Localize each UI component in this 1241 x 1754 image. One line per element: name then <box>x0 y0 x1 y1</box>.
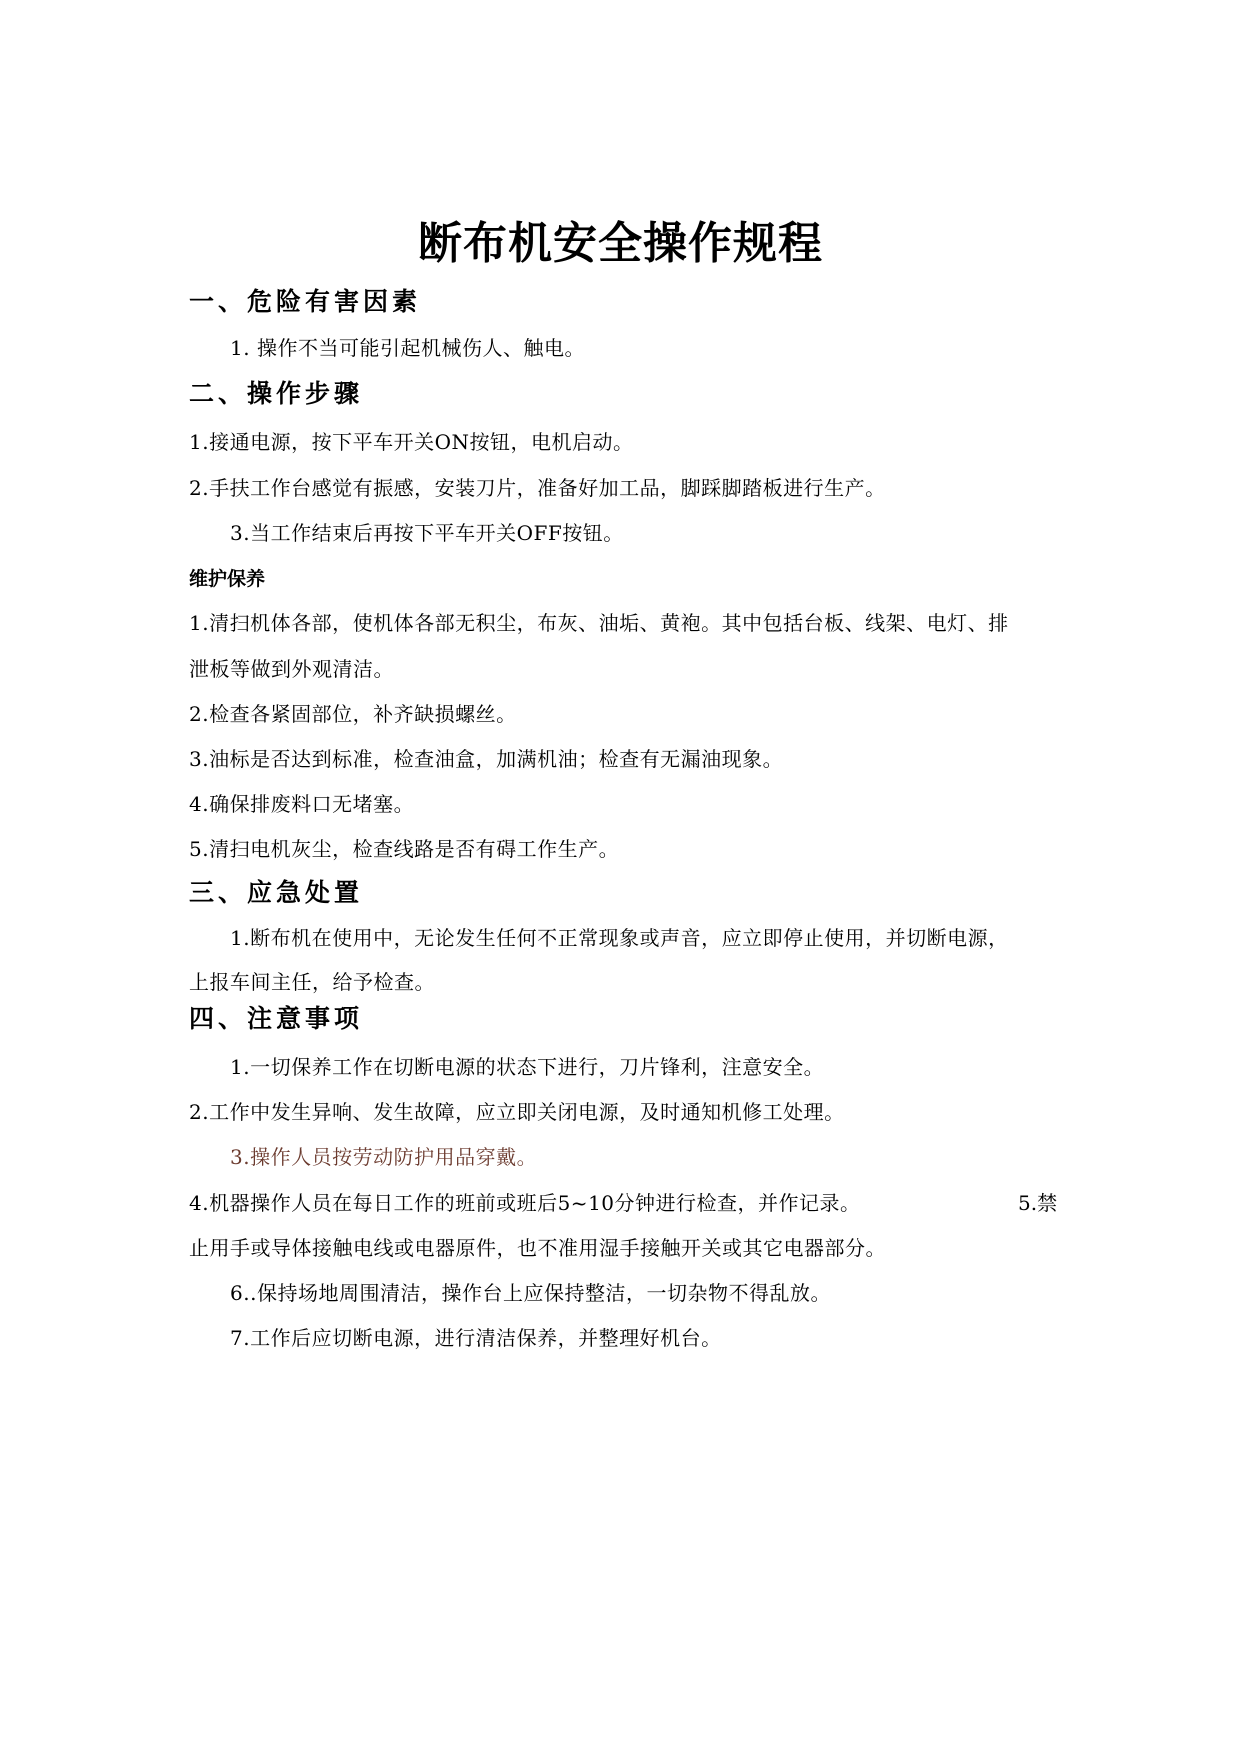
maintenance-item-5: 5.清扫电机灰尘，检查线路是否有碍工作生产。 <box>189 837 620 861</box>
section-heading-steps: 二、操作步骤 <box>189 379 364 408</box>
section-heading-notes: 四、注意事项 <box>189 1004 364 1033</box>
maintenance-item-1-line-1: 1.清扫机体各部，使机体各部无积尘，布灰、油垢、黄袍。其中包括台板、线架、电灯、排 <box>189 611 1009 635</box>
hazards-item-1: 1. 操作不当可能引起机械伤人、触电。 <box>230 336 585 360</box>
steps-item-1: 1.接通电源，按下平车开关ON按钮，电机启动。 <box>189 430 634 454</box>
steps-item-2: 2.手扶工作台感觉有振感，安装刀片，准备好加工品，脚踩脚踏板进行生产。 <box>189 476 886 500</box>
emergency-item-1-line-1: 1.断布机在使用中，无论发生任何不正常现象或声音，应立即停止使用，并切断电源， <box>230 926 1009 950</box>
section-heading-emergency: 三、应急处置 <box>189 878 364 907</box>
notes-item-2: 2.工作中发生异响、发生故障，应立即关闭电源，及时通知机修工处理。 <box>189 1100 845 1124</box>
notes-item-6: 6..保持场地周围清洁，操作台上应保持整洁，一切杂物不得乱放。 <box>230 1281 831 1305</box>
notes-item-4: 4.机器操作人员在每日工作的班前或班后5~10分钟进行检查，并作记录。 <box>189 1191 861 1215</box>
section-heading-maintenance: 维护保养 <box>189 568 266 590</box>
section-heading-hazards: 一、危险有害因素 <box>189 287 422 316</box>
notes-item-3: 3.操作人员按劳动防护用品穿戴。 <box>230 1145 538 1169</box>
emergency-item-1-line-2: 上报车间主任，给予检查。 <box>189 970 435 994</box>
maintenance-item-2: 2.检查各紧固部位，补齐缺损螺丝。 <box>189 702 517 726</box>
notes-item-5-start: 5.禁 <box>1018 1191 1058 1215</box>
notes-item-7: 7.工作后应切断电源，进行清洁保养，并整理好机台。 <box>230 1326 722 1350</box>
steps-item-3: 3.当工作结束后再按下平车开关OFF按钮。 <box>230 521 624 545</box>
notes-item-1: 1.一切保养工作在切断电源的状态下进行，刀片锋利，注意安全。 <box>230 1055 825 1079</box>
maintenance-item-3: 3.油标是否达到标准，检查油盒，加满机油；检查有无漏油现象。 <box>189 747 784 771</box>
maintenance-item-1-line-2: 泄板等做到外观清洁。 <box>189 657 394 681</box>
maintenance-item-4: 4.确保排废料口无堵塞。 <box>189 792 415 816</box>
notes-item-5-rest: 止用手或导体接触电线或电器原件，也不准用湿手接触开关或其它电器部分。 <box>189 1236 886 1260</box>
document-title: 断布机安全操作规程 <box>418 218 823 269</box>
